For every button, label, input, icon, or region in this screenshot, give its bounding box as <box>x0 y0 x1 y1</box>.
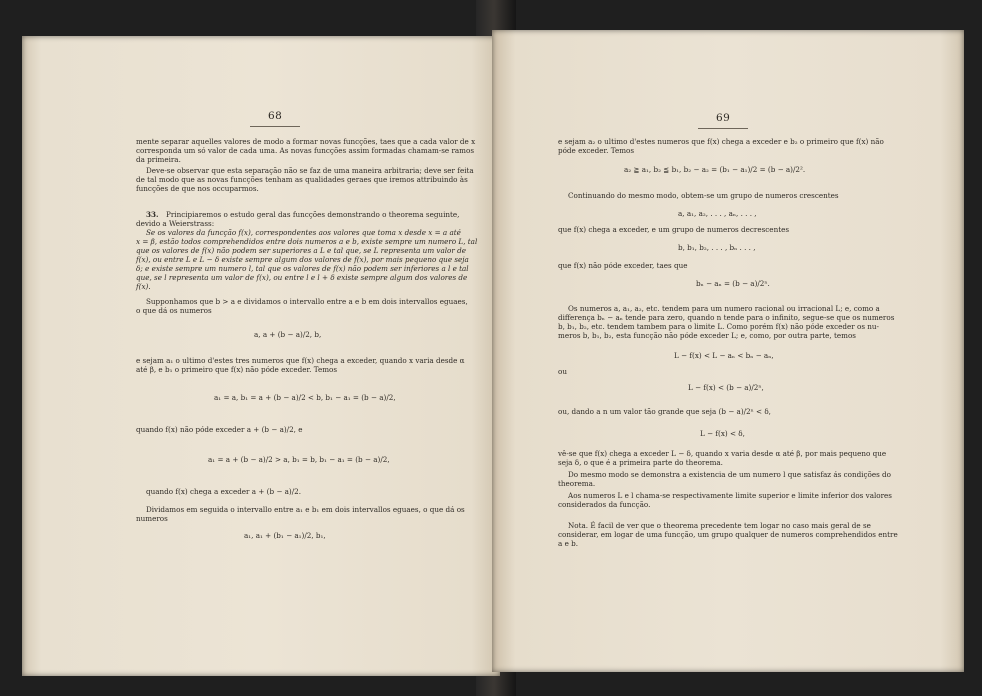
text-line: devido a Weierstrass: <box>136 219 215 228</box>
text-line: Dividamos em seguida o intervallo entre a₁ e b₁ em dois intervallos eguaes, o que dá os <box>146 505 465 514</box>
formula: L − f(x) < L − aₙ < bₙ − aₙ, <box>674 351 774 360</box>
theorem-line: que, se l representa um valor de f(x), ou entre l e l + δ existe sempre algum dos valores de <box>136 273 468 282</box>
text-line: Deve-se observar que esta separação não se faz de uma maneira arbitraria; deve ser feita <box>146 166 474 175</box>
theorem-line: δ; e existe sempre um numero l, tal que os valores de f(x) não podem ser inferiores a l e tal <box>136 264 469 273</box>
text-line: até β, e b₁ o primeiro que f(x) não póde exceder. Temos <box>136 365 338 374</box>
text-line: quando f(x) chega a exceder a + (b − a)/2. <box>146 487 302 496</box>
text-line: funcções de que nos occuparmos. <box>136 184 259 193</box>
page-number: 69 <box>716 112 731 124</box>
text-line: Do mesmo modo se demonstra a existencia de um numero l que satisfaz ás condições do <box>568 470 891 479</box>
note-line: considerar, em logar de uma funcção, um grupo qualquer de numeros comprehendidos entre <box>558 530 898 539</box>
formula: a, a + (b − a)/2, b, <box>254 330 322 339</box>
formula: b, b₁, b₂, . . . , bₙ . . . , <box>678 243 756 252</box>
text-line: ou, dando a n um valor tão grande que seja (b − a)/2ⁿ < δ, <box>558 407 771 416</box>
text-line: b, b₁, b₂, etc. tendem tambem para o limite L. Como porém f(x) não póde exceder os nu- <box>558 322 879 331</box>
text-line: o que dá os numeros <box>136 306 212 315</box>
text-line: Supponhamos que b > a e dividamos o intervallo entre a e b em dois intervallos eguaes, <box>146 297 468 306</box>
theorem-line: que os valores de f(x) não podem ser superiores a L e tal que, se L representa um valor de <box>136 246 466 255</box>
theorem-line: f(x). <box>136 282 151 291</box>
page-number-rule <box>250 126 300 127</box>
text-line: theorema. <box>558 479 596 488</box>
theorem-line: x = β, estão todos comprehendidos entre dois numeros a e b, existe sempre um numero L, tal <box>136 237 478 246</box>
text-line: de tal modo que as novas funcções tenham as qualidades geraes que iremos attribuindo às <box>136 175 468 184</box>
text-line: e sejam a₁ o ultimo d'estes tres numeros que f(x) chega a exceder, quando x varia desde α <box>136 356 465 365</box>
text-line: Aos numeros L e l chama-se respectivamente limite superior e limite inferior dos valores <box>568 491 892 500</box>
text-line: vê-se que f(x) chega a exceder L − δ, quando x varia desde α até β, por mais pequeno que <box>558 449 887 458</box>
left-page <box>22 36 500 676</box>
theorem-line: f(x), ou entre L e L − δ existe sempre algum dos valores de f(x), por mais pequeno que seja <box>136 255 469 264</box>
text-line: corresponda um só valor de cada uma. As novas funcções assim formadas chamam-se ramos <box>136 146 475 155</box>
text-line: Os numeros a, a₁, a₂, etc. tendem para um numero racional ou irracional L; e, como a <box>568 304 880 313</box>
text-line: numeros <box>136 514 168 523</box>
formula: L − f(x) < (b − a)/2ⁿ, <box>688 383 764 392</box>
theorem-line: Se os valores da funcção f(x), correspondentes aos valores que toma x desde x = a até <box>146 228 461 237</box>
formula: L − f(x) < δ, <box>700 429 745 438</box>
formula: a, a₁, a₂, . . . , aₙ, . . . , <box>678 209 757 218</box>
right-page <box>492 30 964 672</box>
text-line: que f(x) não póde exceder, taes que <box>558 261 688 270</box>
text-line: quando f(x) não póde exceder a + (b − a)/2, e <box>136 425 303 434</box>
text-line: ou <box>558 367 567 376</box>
text-line: seja δ, o que é a primeira parte do theorema. <box>558 458 723 467</box>
formula: a₂ ≧ a₁, b₂ ≦ b₁, b₂ − a₂ = (b₁ − a₁)/2 = (b − a)/2². <box>624 165 806 174</box>
text-line: póde exceder. Temos <box>558 146 635 155</box>
text-line: e sejam a₂ o ultimo d'estes numeros que f(x) chega a exceder e b₂ o primeiro que f(x) não <box>558 137 884 146</box>
page-number: 68 <box>268 110 283 122</box>
formula: bₙ − aₙ = (b − a)/2ⁿ. <box>696 279 770 288</box>
section-number: 33. <box>146 210 159 219</box>
note-line: a e b. <box>558 539 578 548</box>
text-line: meros b, b₁, b₂, esta funcção não póde exceder L; e, como, por outra parte, temos <box>558 331 856 340</box>
formula: a₁ = a + (b − a)/2 > a, b₁ = b, b₁ − a₁ = (b − a)/2, <box>208 455 390 464</box>
text-line: Principiaremos o estudo geral das funcções demonstrando o theorema seguinte, <box>166 210 460 219</box>
formula: a₁, a₁ + (b₁ − a₁)/2, b₁, <box>244 531 326 540</box>
note-line: Nota. É facil de ver que o theorema precedente tem logar no caso mais geral de se <box>568 521 871 530</box>
text-line: mente separar aquelles valores de modo a formar novas funcções, taes que a cada valor de x <box>136 137 476 146</box>
page-number-rule <box>698 128 748 129</box>
text-line: que f(x) chega a exceder, e um grupo de numeros decrescentes <box>558 225 790 234</box>
text-line: da primeira. <box>136 155 181 164</box>
text-line: differença bₙ − aₙ tende para zero, quando n tende para o infinito, segue-se que os numeros <box>558 313 895 322</box>
formula: a₁ = a, b₁ = a + (b − a)/2 < b, b₁ − a₁ = (b − a)/2, <box>214 393 396 402</box>
text-line: considerados da funcção. <box>558 500 651 509</box>
text-line: Continuando do mesmo modo, obtem-se um grupo de numeros crescentes <box>568 191 839 200</box>
